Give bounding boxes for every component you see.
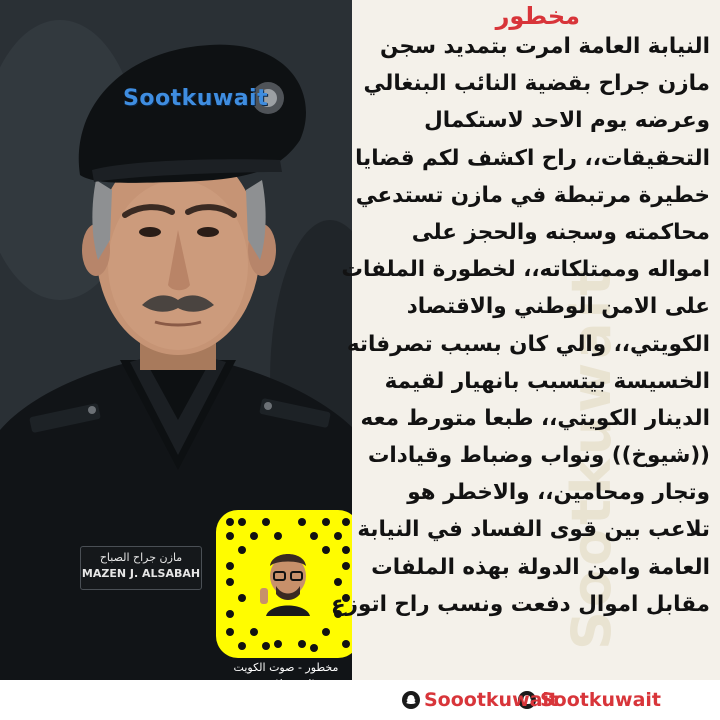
post-line: وتجار ومحامين،، والاخطر هو bbox=[407, 480, 710, 506]
post-line: الخسيسة بيتسبب بانهيار لقيمة bbox=[384, 368, 710, 394]
watermark-sootkuwait: Sootkuwait bbox=[123, 86, 269, 111]
post-line: العامة وامن الدولة بهذه الملفات bbox=[371, 554, 710, 580]
post-line: وعرضه يوم الاحد لاستكمال bbox=[424, 108, 710, 134]
post-line: مقابل اموال دفعت ونسب راح اتوزع bbox=[330, 591, 710, 617]
handle-label-sootkuwait: Sootkuwait bbox=[540, 689, 662, 711]
post-line: الدينار الكويتي،، طبعا متورط معه bbox=[360, 405, 710, 431]
name-plate-arabic: مازن جراح الصباح bbox=[99, 551, 183, 564]
post-line: الكويتي،، والي كان بسبب تصرفاته bbox=[346, 331, 710, 357]
snapchat-ghost-icon bbox=[402, 691, 420, 709]
post-line: مازن جراح بقضية النائب البنغالي bbox=[363, 71, 710, 97]
snapcode[interactable] bbox=[216, 510, 360, 658]
bitmoji-avatar bbox=[260, 550, 316, 616]
snapcode-caption-line1: مخطور - صوت الكويت bbox=[233, 661, 339, 674]
name-plate bbox=[80, 546, 202, 590]
post-line: ((شيوخ)) ونواب وضباط وقيادات bbox=[367, 443, 710, 469]
handle-label-soootkuwait: Soootkuwait bbox=[424, 689, 559, 711]
post-body bbox=[330, 28, 710, 623]
post-line: امواله وممتلكاته،، لخطورة الملفات bbox=[341, 257, 710, 283]
alert-heading: مخطور bbox=[495, 2, 580, 30]
post-line: التحقيقات،، راح اكشف لكم قضايا bbox=[355, 145, 710, 171]
snapcode-pattern bbox=[216, 510, 360, 658]
post-line: على الامن الوطني والاقتصاد bbox=[406, 294, 710, 320]
post-line: محاكمته وسجنه والحجز على bbox=[411, 219, 710, 245]
handle-soootkuwait[interactable] bbox=[402, 689, 558, 711]
name-plate-english: MAZEN J. ALSABAH bbox=[81, 567, 201, 580]
post-line: النيابة العامة امرت بتمديد سجن bbox=[380, 34, 710, 59]
post-line: خطيرة مرتبطة في مازن تستدعي bbox=[355, 182, 710, 208]
post-line: تلاعب بين قوى الفساد في النيابة bbox=[357, 517, 710, 543]
